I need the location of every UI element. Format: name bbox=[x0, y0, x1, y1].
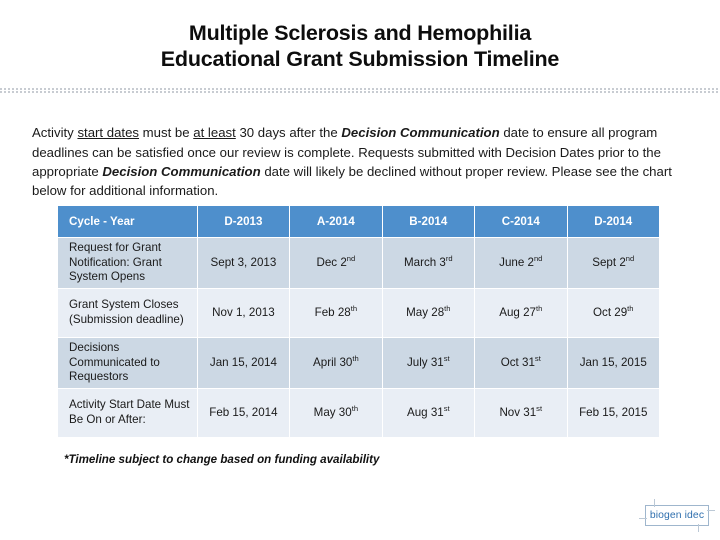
table-cell: Feb 28th bbox=[290, 289, 381, 337]
paragraph-emphasis-decision-communication-1: Decision Communication bbox=[341, 125, 500, 141]
biogen-idec-logo bbox=[645, 505, 709, 526]
table-cell: Oct 31st bbox=[475, 338, 566, 388]
paragraph-segment: date to ensure all program deadlines can be satisfied once our review is complete. Requests submitted with Decision Dates prior to the appropriate bbox=[32, 125, 661, 179]
column-header-c-2014: C-2014 bbox=[475, 206, 566, 237]
ordinal-suffix: st bbox=[536, 403, 543, 413]
table-cell: May 28th bbox=[383, 289, 474, 337]
table-cell: Dec 2nd bbox=[290, 238, 381, 288]
table-cell: Jan 15, 2014 bbox=[198, 338, 289, 388]
paragraph-segment: Activity bbox=[32, 125, 78, 141]
page-title bbox=[0, 0, 720, 72]
column-header-d-2013: D-2013 bbox=[198, 206, 289, 237]
timeline-table bbox=[57, 205, 660, 438]
table-cell: March 3rd bbox=[383, 238, 474, 288]
logo-box bbox=[645, 505, 709, 526]
table-cell: Aug 31st bbox=[383, 389, 474, 437]
paragraph-segment: must be bbox=[139, 125, 194, 141]
table-row bbox=[58, 289, 659, 337]
ordinal-suffix: th bbox=[351, 403, 359, 413]
table-row bbox=[58, 338, 659, 388]
divider-dash-row-bottom bbox=[0, 91, 720, 93]
table-cell: Jan 15, 2015 bbox=[568, 338, 660, 388]
ordinal-suffix: nd bbox=[533, 253, 543, 263]
table-cell: May 30th bbox=[290, 389, 381, 437]
ordinal-suffix: th bbox=[535, 303, 543, 313]
table-cell: July 31st bbox=[383, 338, 474, 388]
column-header-cycle-year: Cycle - Year bbox=[58, 206, 197, 237]
table-cell: April 30th bbox=[290, 338, 381, 388]
title-divider bbox=[0, 88, 720, 93]
ordinal-suffix: th bbox=[350, 303, 358, 313]
column-header-b-2014: B-2014 bbox=[383, 206, 474, 237]
paragraph-segment: 30 days after the bbox=[235, 125, 342, 141]
table-body bbox=[58, 238, 659, 437]
title-line-2: Educational Grant Submission Timeline bbox=[160, 47, 560, 71]
table-cell: Nov 31st bbox=[475, 389, 566, 437]
ordinal-suffix: rd bbox=[445, 253, 453, 263]
table-cell: Oct 29th bbox=[568, 289, 660, 337]
intro-paragraph bbox=[32, 123, 676, 201]
ordinal-suffix: nd bbox=[625, 253, 635, 263]
row-label-grant-system-closes: Grant System Closes (Submission deadline) bbox=[58, 289, 197, 337]
ordinal-suffix: th bbox=[352, 353, 359, 363]
table-row bbox=[58, 238, 659, 288]
logo-crop-mark-left bbox=[639, 518, 647, 519]
ordinal-suffix: st bbox=[443, 353, 450, 363]
row-label-request-for-grant-notification: Request for Grant Notification: Grant System Opens bbox=[58, 238, 197, 288]
ordinal-suffix: st bbox=[443, 403, 450, 413]
footnote-disclaimer: *Timeline subject to change based on funding availability bbox=[64, 453, 380, 466]
row-label-decisions-communicated: Decisions Communicated to Requestors bbox=[58, 338, 197, 388]
paragraph-underline-at-least: at least bbox=[193, 125, 236, 141]
paragraph-emphasis-decision-communication-2: Decision Communication bbox=[102, 164, 261, 179]
ordinal-suffix: th bbox=[627, 303, 634, 313]
table-cell: Feb 15, 2014 bbox=[198, 389, 289, 437]
column-header-d-2014: D-2014 bbox=[568, 206, 660, 237]
table-header bbox=[58, 206, 659, 237]
table-row bbox=[58, 389, 659, 437]
logo-crop-mark-bottom bbox=[698, 524, 699, 532]
row-label-activity-start-date: Activity Start Date Must Be On or After: bbox=[58, 389, 197, 437]
paragraph-segment: date will likely be declined without proper review. Please see the chart below for additional information. bbox=[32, 164, 672, 199]
column-header-a-2014: A-2014 bbox=[290, 206, 381, 237]
table-cell: Nov 1, 2013 bbox=[198, 289, 289, 337]
table-cell: Sept 3, 2013 bbox=[198, 238, 289, 288]
paragraph-underline-start-dates: start dates bbox=[77, 125, 140, 141]
ordinal-suffix: nd bbox=[346, 253, 356, 263]
title-line-1: Multiple Sclerosis and Hemophilia bbox=[188, 21, 532, 45]
ordinal-suffix: th bbox=[444, 303, 451, 313]
table-cell: Aug 27th bbox=[475, 289, 566, 337]
table-cell: June 2nd bbox=[475, 238, 566, 288]
logo-text: biogen idec bbox=[649, 510, 705, 521]
table-cell: Sept 2nd bbox=[568, 238, 660, 288]
table-header-row bbox=[58, 206, 659, 237]
ordinal-suffix: st bbox=[534, 353, 541, 363]
logo-crop-mark-top bbox=[654, 499, 655, 507]
logo-crop-mark-right bbox=[707, 510, 715, 511]
table-cell: Feb 15, 2015 bbox=[568, 389, 660, 437]
